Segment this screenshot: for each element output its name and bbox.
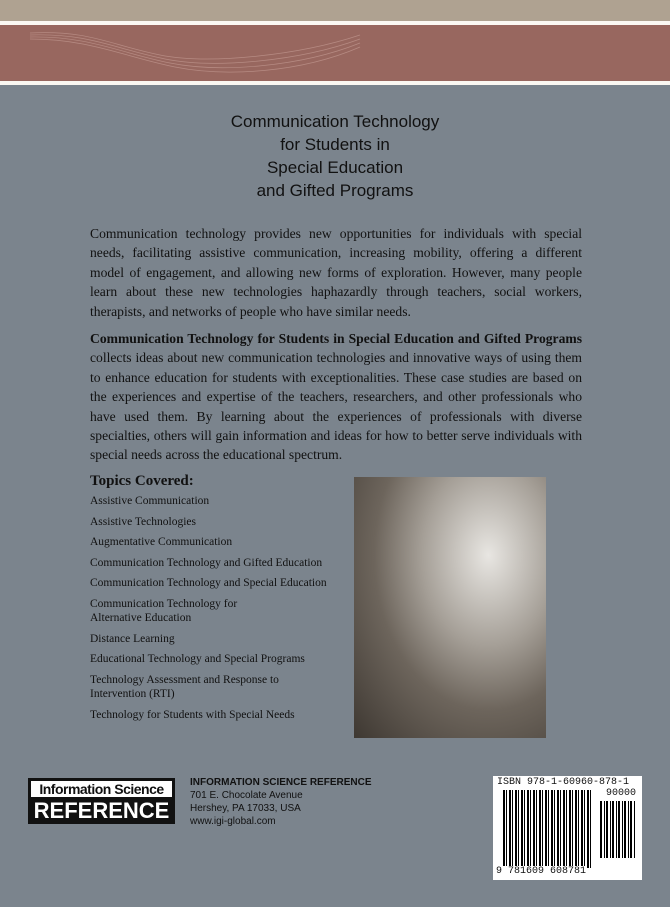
addon-bars [600,801,636,858]
book-title-bold: Communication Technology for Students in Special Education and Gifted Programs [90,331,582,346]
list-item: Educational Technology and Special Programs [90,653,305,665]
publisher-logo [28,778,175,824]
summary-text: collects ideas about new communication technologies and innovative ways of using them to enhance education for students with exceptionalities. These case studies are based on the experiences and expertise of the teachers, researchers, and other professionals who have used them. By learning about the experiences of professionals with diverse specialties, others will gain information and ideas for how to better serve individuals with special needs across the educational spectrum. [90,350,582,463]
wave-decoration [0,25,670,81]
publisher-name: INFORMATION SCIENCE REFERENCE [190,777,372,788]
logo-line2: REFERENCE [33,798,170,823]
book-title [0,110,670,202]
price-code: 90000 [605,788,636,799]
list-item: Technology Assessment and Response to Intervention (RTI) [90,673,279,700]
decorative-band [0,25,670,81]
address-line: 701 E. Chocolate Avenue [190,790,303,801]
publisher-info [190,776,372,828]
title-line: Special Education [266,158,404,177]
summary-paragraph [90,329,582,465]
isbn: ISBN 978-1-60960-878-1 [497,777,630,788]
list-item: Distance Learning [90,632,175,645]
description-paragraph: Communication technology provides new opportunities for individuals with special needs, facilitating assistive communication, increasing mobility, offering a different model of engagement, and allowing new forms of exploration. However, many people learn about these new technologies haphazardly through teachers, social workers, therapists, and networks of people who have similar needs. [90,226,582,319]
topics-list [90,494,350,728]
list-item: Augmentative Communication [90,536,233,548]
list-item: Assistive Communication [90,495,210,507]
title-line: for Students in [280,135,390,154]
barcode [493,776,642,880]
puzzle-photo [354,477,546,738]
list-item: Communication Technology and Gifted Education [90,556,323,569]
title-line: and Gifted Programs [256,181,414,200]
topics-heading: Topics Covered: [90,473,194,489]
logo-line1: Information Science [31,781,172,797]
publisher-url: www.igi-global.com [190,816,276,827]
address-line: Hershey, PA 17033, USA [190,803,301,814]
list-item: Assistive Technologies [90,515,196,528]
top-band [0,0,670,21]
list-item: Communication Technology and Special Education [90,577,327,589]
divider [0,81,670,85]
barcode-bars [503,790,593,868]
list-item: Technology for Students with Special Needs [90,708,295,721]
list-item: Communication Technology for Alternative Education [90,597,238,624]
barcode-number: 9 781609 608781 [496,866,587,877]
title-line: Communication Technology [230,112,440,131]
